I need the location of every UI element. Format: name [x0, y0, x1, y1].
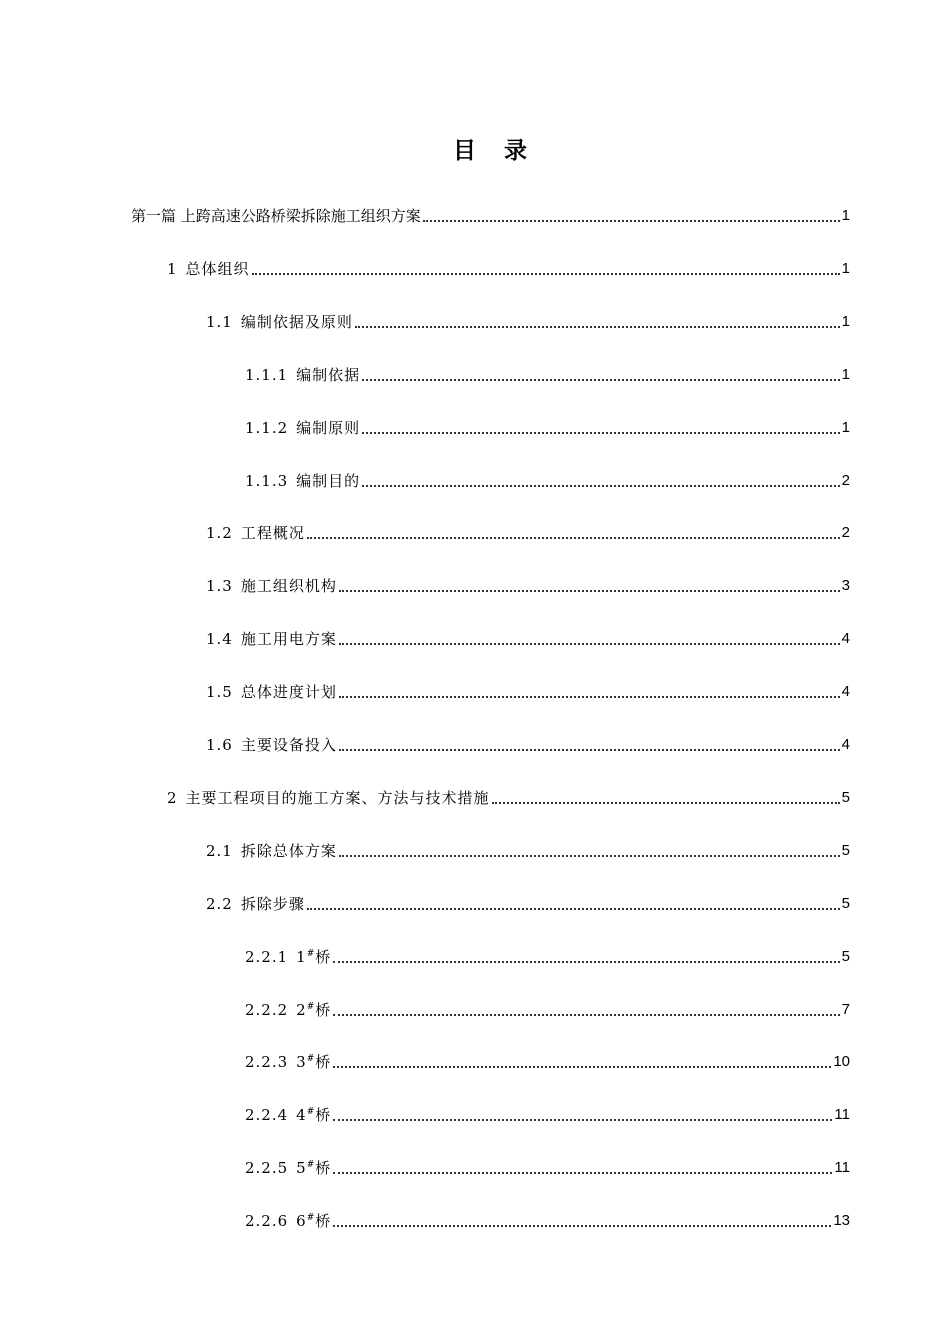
toc-entry-text: 编制原则	[296, 418, 361, 437]
toc-entry-number: 1.1	[206, 312, 233, 331]
toc-dot-leader	[339, 854, 840, 857]
bridge-superscript: #	[306, 948, 316, 959]
toc-entry[interactable]	[167, 786, 850, 810]
toc-entry[interactable]	[245, 416, 850, 440]
toc-page-number: 1	[841, 259, 850, 277]
toc-entry-text: 第一篇 上跨高速公路桥梁拆除施工组织方案	[131, 207, 421, 225]
toc-dot-leader	[423, 219, 840, 222]
toc-entry-label	[206, 310, 353, 334]
toc-entry[interactable]	[131, 204, 850, 228]
toc-entry[interactable]	[245, 1156, 850, 1180]
bridge-index: 3	[296, 1053, 307, 1072]
toc-dot-leader	[339, 642, 840, 645]
bridge-superscript: #	[306, 1107, 316, 1118]
toc-dot-leader	[362, 484, 839, 487]
bridge-index: 2	[296, 1000, 307, 1019]
bridge-superscript: #	[306, 1160, 316, 1171]
toc-dot-leader	[362, 431, 839, 434]
toc-entry[interactable]	[245, 1209, 850, 1233]
toc-page-number: 11	[834, 1159, 850, 1177]
toc-entry-text: 工程概况	[240, 524, 305, 543]
toc-entry-text: 桥	[315, 1159, 332, 1178]
bridge-superscript: #	[306, 1213, 316, 1224]
bridge-number	[296, 948, 315, 966]
toc-entry-number: 1	[167, 259, 178, 278]
toc-entry-number: 2.2.2	[245, 1000, 289, 1019]
toc-dot-leader	[492, 801, 840, 804]
toc-entry-number: 1.1.1	[245, 365, 289, 384]
toc-entry-text: 桥	[315, 1053, 332, 1072]
toc-page-number: 7	[841, 1000, 850, 1018]
toc-entry-number: 2.2	[206, 894, 233, 913]
toc-dot-leader	[252, 272, 840, 275]
toc-entry-text: 桥	[315, 1106, 332, 1125]
toc-dot-leader	[333, 1118, 832, 1121]
toc-entry-text: 编制依据及原则	[240, 312, 353, 331]
toc-title: 目 录	[452, 138, 537, 164]
bridge-superscript: #	[306, 1054, 316, 1065]
bridge-number	[296, 1212, 315, 1230]
toc-entry-text: 桥	[315, 1000, 332, 1019]
toc-entry-label	[245, 998, 331, 1022]
toc-page-number: 5	[841, 841, 850, 859]
toc-entry-text: 总体组织	[185, 259, 250, 278]
toc-entry[interactable]	[245, 1050, 850, 1074]
toc-entry[interactable]	[245, 363, 850, 387]
toc-entry-label	[245, 945, 331, 969]
bridge-number	[296, 1053, 315, 1071]
toc-entry-number: 2.2.5	[245, 1159, 289, 1178]
toc-dot-leader	[333, 1013, 839, 1016]
toc-entry-text: 主要工程项目的施工方案、方法与技术措施	[185, 788, 490, 807]
toc-dot-leader	[333, 960, 839, 963]
toc-entry-label	[167, 257, 250, 281]
toc-page-number: 1	[841, 418, 850, 436]
toc-entry-text: 总体进度计划	[240, 683, 337, 702]
toc-dot-leader	[339, 589, 840, 592]
toc-entry[interactable]	[206, 521, 850, 545]
toc-page-number: 11	[834, 1106, 850, 1124]
toc-entry-label	[245, 1156, 331, 1180]
toc-entry[interactable]	[206, 680, 850, 704]
toc-page-number: 1	[841, 365, 850, 383]
toc-dot-leader	[307, 536, 840, 539]
toc-entry-number: 1.5	[206, 683, 233, 702]
toc-dot-leader	[339, 748, 840, 751]
toc-page-number: 2	[841, 471, 850, 489]
toc-page-number: 1	[841, 207, 850, 224]
toc-page-number: 4	[841, 736, 850, 753]
toc-entry-label	[245, 469, 360, 493]
toc-dot-leader	[362, 378, 839, 381]
toc-page-number: 13	[833, 1212, 850, 1230]
toc-entry-text: 编制依据	[296, 365, 361, 384]
toc-entry-label	[206, 521, 305, 545]
toc-page-number: 5	[841, 947, 850, 965]
toc-page-number: 1	[841, 312, 850, 330]
toc-entry-text: 拆除步骤	[240, 894, 305, 913]
toc-entry[interactable]	[206, 839, 850, 863]
toc-page-number: 5	[841, 894, 850, 912]
toc-entry-number: 1.3	[206, 577, 233, 596]
toc-entry-label	[206, 733, 337, 757]
toc-entry-number: 1.2	[206, 524, 233, 543]
toc-entry[interactable]	[206, 733, 850, 757]
toc-entry[interactable]	[206, 627, 850, 651]
toc-entry-label	[245, 1103, 331, 1127]
toc-entry-text: 施工用电方案	[240, 630, 337, 649]
toc-entry-number: 1.6	[206, 736, 233, 754]
toc-entry-label	[245, 416, 360, 440]
toc-entry-number: 2.1	[206, 841, 233, 860]
toc-page-number: 3	[841, 577, 850, 595]
toc-page-number: 4	[841, 630, 850, 648]
toc-page-number: 4	[841, 683, 850, 701]
toc-dot-leader	[333, 1224, 831, 1227]
toc-dot-leader	[333, 1065, 831, 1068]
toc-entry-number: 2.2.6	[245, 1212, 289, 1231]
toc-entry-number: 1.1.2	[245, 418, 289, 437]
toc-entry-label	[245, 363, 360, 387]
bridge-index: 1	[296, 947, 307, 966]
toc-page-number: 5	[841, 788, 850, 806]
toc-entry-number: 1.1.3	[245, 471, 289, 490]
toc-entry-text: 拆除总体方案	[240, 841, 337, 860]
toc-entry-text: 桥	[315, 1212, 332, 1231]
toc-entry-text: 桥	[315, 947, 332, 966]
toc-entry[interactable]	[206, 892, 850, 916]
bridge-number	[296, 1106, 315, 1124]
toc-entry[interactable]	[167, 257, 850, 281]
toc-entry-label	[245, 1050, 331, 1074]
bridge-number	[296, 1159, 315, 1177]
toc-entry-number: 2	[167, 788, 178, 807]
toc-entry-number: 2.2.4	[245, 1106, 289, 1125]
toc-entry-number: 2.2.1	[245, 947, 289, 966]
toc-entry-number: 2.2.3	[245, 1053, 289, 1072]
bridge-superscript: #	[306, 1001, 316, 1012]
toc-entry-text: 编制目的	[296, 471, 361, 490]
toc-page-number: 2	[841, 524, 850, 542]
toc-entry-label	[245, 1209, 331, 1233]
toc-entry[interactable]	[245, 945, 850, 969]
toc-entry-label	[206, 892, 305, 916]
toc-entry-label	[206, 574, 337, 598]
toc-entry-label	[206, 680, 337, 704]
toc-entry[interactable]	[245, 998, 850, 1022]
toc-dot-leader	[307, 907, 840, 910]
bridge-index: 6	[296, 1212, 307, 1231]
toc-entry[interactable]	[206, 310, 850, 334]
bridge-index: 5	[296, 1159, 307, 1178]
toc-entry-label	[167, 786, 490, 810]
toc-dot-leader	[355, 325, 840, 328]
toc-dot-leader	[339, 695, 840, 698]
toc-dot-leader	[333, 1171, 832, 1174]
toc-entry[interactable]	[245, 469, 850, 493]
toc-entry[interactable]	[245, 1103, 850, 1127]
toc-entry-text: 施工组织机构	[240, 577, 337, 596]
toc-entry[interactable]	[206, 574, 850, 598]
toc-entry-text: 主要设备投入	[240, 736, 337, 754]
toc-entry-number: 1.4	[206, 630, 233, 649]
bridge-number	[296, 1001, 315, 1019]
bridge-index: 4	[296, 1106, 307, 1125]
toc-entry-label	[131, 204, 421, 228]
toc-page-number: 10	[833, 1053, 850, 1071]
toc-entry-label	[206, 627, 337, 651]
toc-entry-label	[206, 839, 337, 863]
